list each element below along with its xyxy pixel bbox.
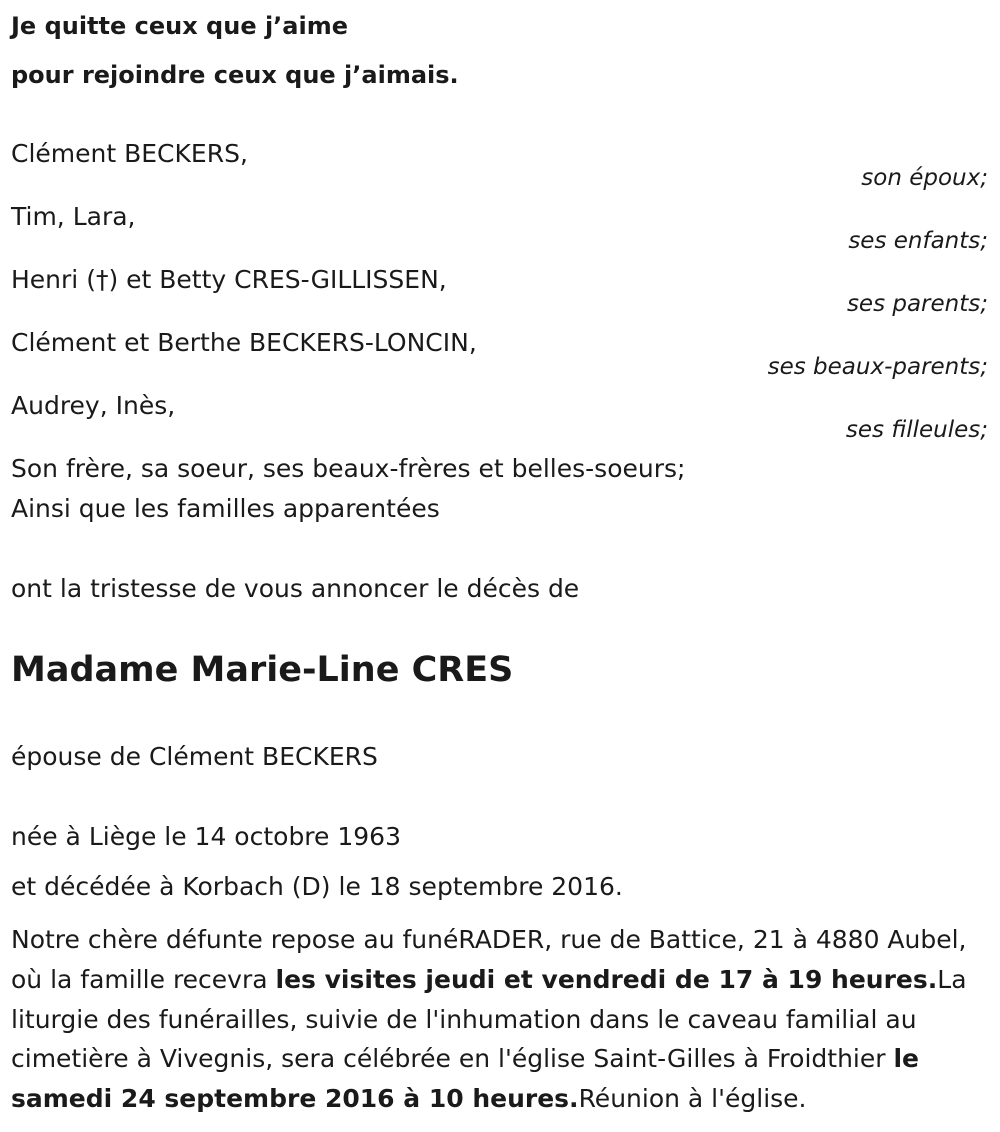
epigraph-line-2: pour rejoindre ceux que j’aimais. [11,61,459,89]
notice-text-part-2: La liturgie des funérailles, suivie de l'inhumation dans le caveau familial au cimetière à Vivegnis, sera célébrée en l'église Saint-Gilles à Froidthier [11,964,967,1074]
family-member-names: Audrey, Inès, [11,391,176,420]
family-member-relation: ses enfants; [848,228,988,254]
birth-line: née à Liège le 14 octobre 1963 [11,822,401,851]
family-member-relation: son époux; [861,165,988,191]
death-line: et décédée à Korbach (D) le 18 septembre 2016. [11,872,623,901]
notice-text-part-3: Réunion à l'église. [578,1084,807,1114]
visits-info: les visites jeudi et vendredi de 17 à 19 heures. [275,964,938,994]
family-member-names: Clément et Berthe BECKERS-LONCIN, [11,328,477,357]
family-member-names: Henri (†) et Betty CRES-GILLISSEN, [11,265,447,294]
family-member-names: Tim, Lara, [11,202,136,231]
family-member-relation: ses beaux-parents; [767,354,988,380]
spouse-line: épouse de Clément BECKERS [11,742,378,771]
family-member-relation: ses filleules; [845,417,988,443]
notice-text-part-1: Notre chère défunte repose au funéRADER, rue de Battice, 21 à 4880 Aubel, où la famille recevra [11,925,967,994]
other-relatives-line-1: Son frère, sa soeur, ses beaux-frères et belles-soeurs; [11,454,686,483]
other-relatives-line-2: Ainsi que les familles apparentées [11,494,440,523]
ceremony-date: le samedi 24 septembre 2016 à 10 heures. [11,1044,920,1114]
epigraph-line-1: Je quitte ceux que j’aime [11,12,349,40]
deceased-name: Madame Marie-Line CRES [11,650,514,690]
family-member-names: Clément BECKERS, [11,139,248,168]
funeral-notice [11,920,986,1119]
family-member-relation: ses parents; [846,291,988,317]
announcement-text: ont la tristesse de vous annoncer le décès de [11,574,580,603]
